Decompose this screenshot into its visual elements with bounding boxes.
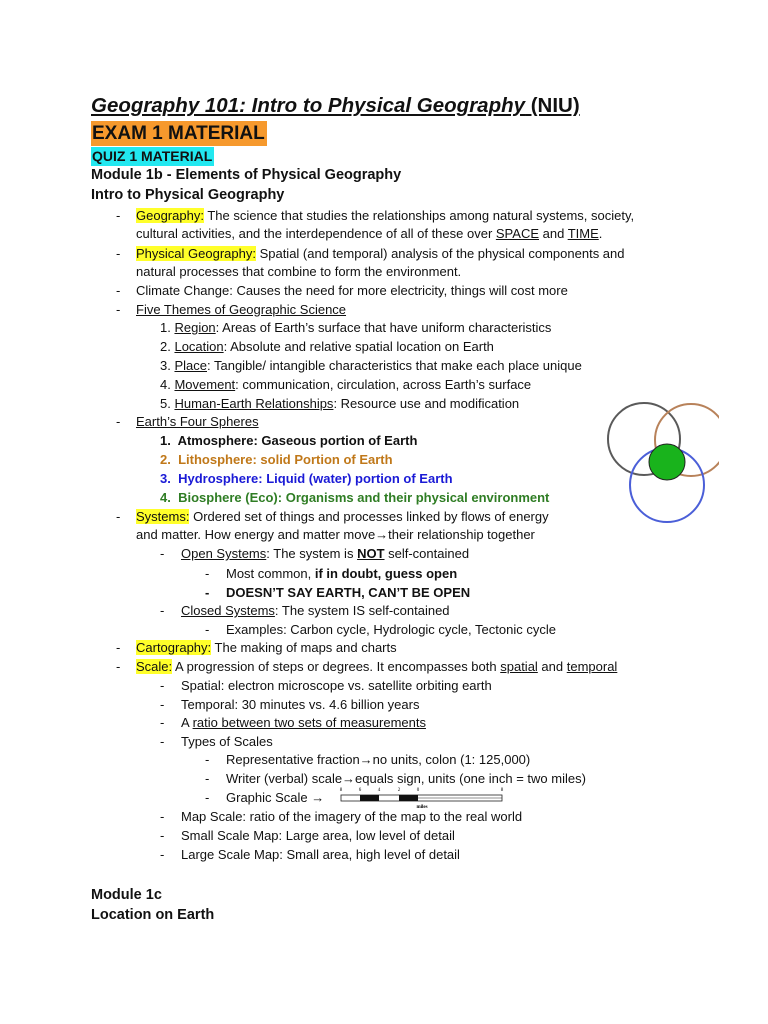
physical-def-line2: natural processes that combine to form the environment. bbox=[136, 264, 462, 279]
theme-number: 2. bbox=[160, 339, 171, 354]
theme-text: : Areas of Earth’s surface that have uniform characteristics bbox=[215, 320, 552, 335]
sphere-number: 3. bbox=[160, 471, 171, 486]
scale-bar-segment bbox=[360, 795, 379, 801]
bullet: - bbox=[205, 566, 210, 581]
open-text: : The system is bbox=[266, 546, 358, 561]
systems-text: Ordered set of things and processes linked by flows of energy bbox=[189, 509, 549, 524]
scale-term: Scale: bbox=[136, 659, 173, 674]
doesnt-say-earth-item: DOESN’T SAY EARTH, CAN’T BE OPEN bbox=[226, 585, 471, 600]
theme-item bbox=[160, 377, 531, 393]
scale-tick-label: 0 bbox=[416, 788, 420, 793]
not-emphasis: NOT bbox=[357, 546, 385, 561]
scale-unit-label: miles bbox=[416, 805, 428, 810]
closed-systems-item bbox=[181, 603, 450, 619]
physical-def-line1 bbox=[136, 246, 625, 262]
intro-heading: Intro to Physical Geography bbox=[91, 187, 285, 203]
bullet: - bbox=[160, 847, 165, 862]
bullet: - bbox=[116, 414, 121, 429]
climate-change-item: Climate Change: Causes the need for more electricity, things will cost more bbox=[136, 283, 568, 298]
sphere-lithosphere bbox=[160, 452, 393, 468]
temporal-term: temporal bbox=[566, 659, 618, 674]
bullet: - bbox=[205, 622, 210, 637]
theme-item bbox=[160, 339, 494, 355]
ratio-item bbox=[181, 715, 426, 731]
theme-term: Place bbox=[174, 358, 207, 373]
sphere-text: Biosphere (Eco): Organisms and their physical environment bbox=[178, 490, 550, 505]
bullet: - bbox=[160, 828, 165, 843]
theme-term: Human-Earth Relationships bbox=[174, 396, 334, 411]
theme-text: : Resource use and modification bbox=[333, 396, 520, 411]
scale-tick-label: 6 bbox=[358, 788, 362, 793]
scale-sub-item: Temporal: 30 minutes vs. 4.6 billion years bbox=[181, 697, 420, 712]
bullet: - bbox=[116, 208, 121, 223]
bullet: - bbox=[160, 697, 165, 712]
geography-term: Geography: bbox=[136, 208, 204, 223]
sphere-text: Hydrosphere: Liquid (water) portion of Earth bbox=[178, 471, 453, 486]
exam-heading: EXAM 1 MATERIAL bbox=[92, 123, 265, 144]
geography-text-2: cultural activities, and the interdependence of all of these over bbox=[136, 226, 496, 241]
sphere-atmosphere bbox=[160, 433, 417, 449]
theme-item bbox=[160, 320, 551, 336]
location-heading: Location on Earth bbox=[91, 907, 215, 923]
bullet: - bbox=[116, 640, 121, 655]
scale-sub-item: Spatial: electron microscope vs. satellite orbiting earth bbox=[181, 678, 492, 693]
title-suffix: (NIU) bbox=[525, 94, 580, 117]
cartography-term: Cartography: bbox=[136, 640, 212, 655]
theme-text: : Tangible/ intangible characteristics that make each place unique bbox=[207, 358, 582, 373]
module-1c-heading: Module 1c bbox=[91, 887, 162, 903]
bullet: - bbox=[160, 546, 165, 561]
theme-number: 3. bbox=[160, 358, 171, 373]
graphic-scale-item: Graphic Scale → bbox=[226, 790, 325, 805]
systems-term: Systems: bbox=[136, 509, 190, 524]
bullet: - bbox=[160, 678, 165, 693]
sphere-biosphere bbox=[160, 490, 549, 506]
examples-item: Examples: Carbon cycle, Hydrologic cycle, Tectonic cycle bbox=[226, 622, 556, 637]
bullet: - bbox=[116, 509, 121, 524]
systems-def-line1 bbox=[136, 509, 549, 525]
theme-item bbox=[160, 396, 519, 412]
open-systems-item bbox=[181, 546, 469, 562]
space-term: SPACE bbox=[495, 226, 539, 241]
spatial-term: spatial bbox=[500, 659, 538, 674]
ratio-term: ratio between two sets of measurements bbox=[192, 715, 426, 730]
guess-open-emphasis: if in doubt, guess open bbox=[314, 566, 458, 581]
theme-number: 4. bbox=[160, 377, 171, 392]
open-systems-term: Open Systems bbox=[181, 546, 267, 561]
theme-number: 5. bbox=[160, 396, 171, 411]
theme-term: Movement bbox=[174, 377, 236, 392]
scale-tick-label: 4 bbox=[377, 788, 381, 793]
theme-term: Location bbox=[174, 339, 224, 354]
geography-def-line2 bbox=[136, 226, 602, 242]
quiz-heading: QUIZ 1 MATERIAL bbox=[92, 148, 213, 164]
common-text: Most common, bbox=[226, 566, 315, 581]
bullet: - bbox=[160, 603, 165, 618]
scale-text: A progression of steps or degrees. It encompasses both bbox=[172, 659, 501, 674]
module-1b-heading: Module 1b - Elements of Physical Geography bbox=[91, 167, 402, 183]
closed-text: : The system IS self-contained bbox=[274, 603, 450, 618]
cartography-text: The making of maps and charts bbox=[211, 640, 397, 655]
types-of-scales: Types of Scales bbox=[181, 734, 273, 749]
scale-item bbox=[136, 659, 617, 675]
map-scale-item: Map Scale: ratio of the imagery of the map to the real world bbox=[181, 809, 523, 824]
scale-bar-segment bbox=[399, 795, 418, 801]
scale-tick-label: 8 bbox=[500, 788, 504, 793]
verbal-scale-item: Writer (verbal) scale→equals sign, units (one inch = two miles) bbox=[226, 771, 586, 786]
and-text: and bbox=[537, 659, 567, 674]
time-term: TIME bbox=[567, 226, 599, 241]
physical-text: Spatial (and temporal) analysis of the physical components and bbox=[255, 246, 625, 261]
large-scale-map-item: Large Scale Map: Small area, high level of detail bbox=[181, 847, 460, 862]
sphere-hydrosphere bbox=[160, 471, 453, 487]
theme-term: Region bbox=[174, 320, 216, 335]
geography-text: The science that studies the relationships among natural systems, society, bbox=[203, 208, 635, 223]
period: . bbox=[598, 226, 603, 241]
physical-geography-term: Physical Geography: bbox=[136, 246, 256, 261]
document-title bbox=[91, 94, 580, 118]
sphere-text: Atmosphere: Gaseous portion of Earth bbox=[177, 433, 418, 448]
five-themes-heading: Five Themes of Geographic Science bbox=[136, 302, 347, 317]
sphere-number: 2. bbox=[160, 452, 171, 467]
open-text-end: self-contained bbox=[384, 546, 470, 561]
most-common-item bbox=[226, 566, 457, 582]
spheres-venn-diagram bbox=[604, 400, 719, 530]
bullet: - bbox=[205, 585, 210, 600]
sphere-number: 1. bbox=[160, 433, 171, 448]
sphere-text: Lithosphere: solid Portion of Earth bbox=[178, 452, 393, 467]
bullet: - bbox=[205, 790, 210, 805]
biosphere-circle bbox=[649, 444, 685, 480]
bullet: - bbox=[116, 659, 121, 674]
graphic-scale-bar bbox=[336, 785, 506, 811]
bullet: - bbox=[160, 734, 165, 749]
small-scale-map-item: Small Scale Map: Large area, low level of detail bbox=[181, 828, 455, 843]
theme-text: : communication, circulation, across Earth’s surface bbox=[235, 377, 532, 392]
scale-tick-label: 2 bbox=[397, 788, 401, 793]
bullet: - bbox=[116, 302, 121, 317]
bullet: - bbox=[116, 246, 121, 261]
bullet: - bbox=[205, 752, 210, 767]
closed-systems-term: Closed Systems bbox=[181, 603, 275, 618]
sphere-number: 4. bbox=[160, 490, 171, 505]
theme-item bbox=[160, 358, 582, 374]
ratio-text: A bbox=[181, 715, 193, 730]
and-text: and bbox=[539, 226, 568, 241]
systems-def-line2: and matter. How energy and matter move→their relationship together bbox=[136, 527, 535, 542]
title-main: Geography 101: Intro to Physical Geography bbox=[91, 94, 526, 117]
bullet: - bbox=[116, 283, 121, 298]
four-spheres-heading: Earth’s Four Spheres bbox=[136, 414, 259, 429]
bullet: - bbox=[160, 715, 165, 730]
theme-text: : Absolute and relative spatial location on Earth bbox=[223, 339, 494, 354]
theme-number: 1. bbox=[160, 320, 171, 335]
bullet: - bbox=[160, 809, 165, 824]
bullet: - bbox=[205, 771, 210, 786]
cartography-item bbox=[136, 640, 397, 656]
representative-fraction-item: Representative fraction→no units, colon (1: 125,000) bbox=[226, 752, 531, 767]
geography-def-line1 bbox=[136, 208, 634, 224]
scale-tick-label: 8 bbox=[339, 788, 343, 793]
